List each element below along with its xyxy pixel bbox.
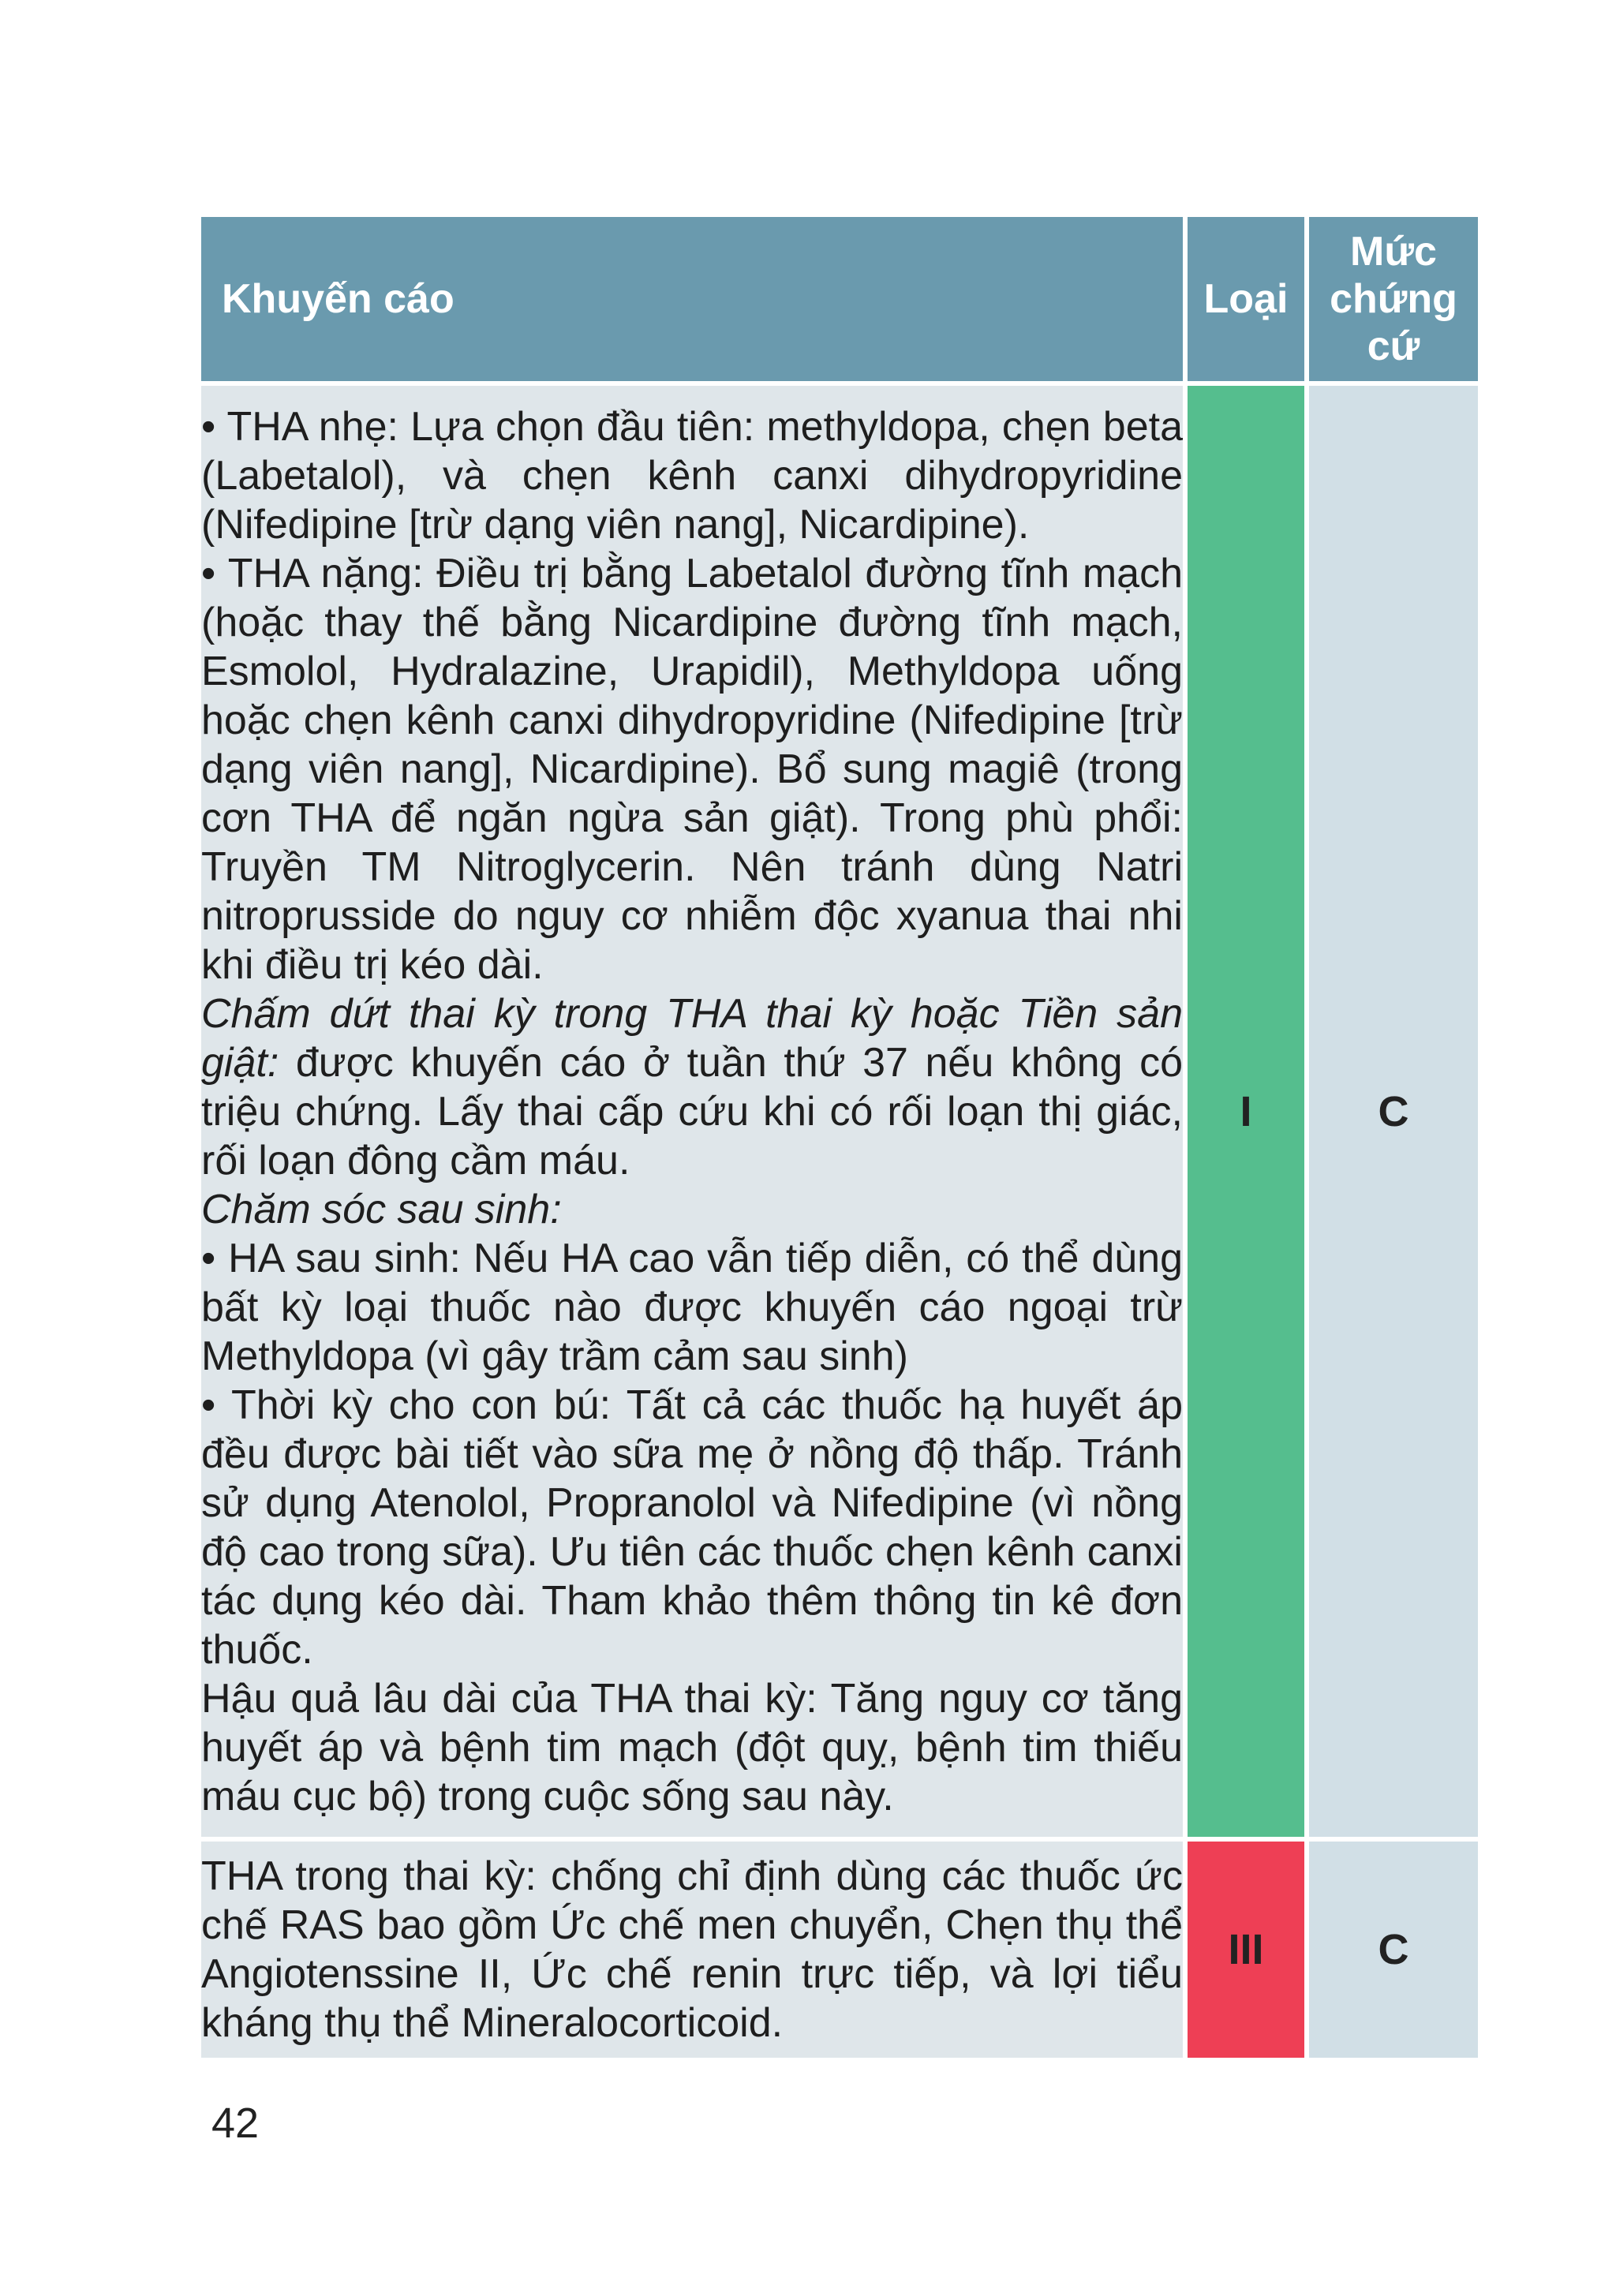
header-level: Mức chứng cứ: [1309, 217, 1478, 381]
contraindication-text: THA trong thai kỳ: chống chỉ định dùng các thuốc ức chế RAS bao gồm Ức chế men chuyển, Chẹn thụ thể Angiotenssine II, Ức chế renin trực tiếp, và lợi tiểu kháng thụ thể Mineralocorticoid.: [201, 1853, 1183, 2046]
postpartum-heading: Chăm sóc sau sinh:: [201, 1186, 562, 1232]
class-badge-III: III: [1188, 1842, 1304, 2058]
recommendation-cell: [201, 1842, 1183, 2058]
termination-text: được khuyến cáo ở tuần thứ 37 nếu không có triệu chứng. Lấy thai cấp cứu khi có rối loạn thị giác, rối loạn đông cầm máu.: [201, 1039, 1183, 1184]
header-recommendation: Khuyến cáo: [201, 217, 1183, 381]
long-term-consequence: Hậu quả lâu dài của THA thai kỳ: Tăng nguy cơ tăng huyết áp và bệnh tim mạch (đột quỵ, bệnh tim thiếu máu cục bộ) trong cuộc sống sau này.: [201, 1675, 1183, 1819]
recommendation-cell: [201, 386, 1183, 1837]
postpartum-bp-item: • HA sau sinh: Nếu HA cao vẫn tiếp diễn, có thể dùng bất kỳ loại thuốc nào được khuyến cáo ngoại trừ Methyldopa (vì gây trầm cảm sau sinh): [201, 1235, 1183, 1379]
breastfeeding-item: • Thời kỳ cho con bú: Tất cả các thuốc hạ huyết áp đều được bài tiết vào sữa mẹ ở nồng độ thấp. Tránh sử dụng Atenolol, Propranolol và Nifedipine (vì nồng độ cao trong sữa). Ưu tiên các thuốc chẹn kênh canxi tác dụng kéo dài. Tham khảo thêm thông tin kê đơn thuốc.: [201, 1382, 1183, 1673]
evidence-level-cell: C: [1309, 386, 1478, 1837]
termination-paragraph: [201, 989, 1183, 1185]
page-number: 42: [211, 2100, 260, 2147]
recommendation-table: [196, 212, 1483, 2062]
table-row: [201, 1842, 1478, 2058]
table-row: [201, 386, 1478, 1837]
severe-hypertension-item: • THA nặng: Điều trị bằng Labetalol đường tĩnh mạch (hoặc thay thế bằng Nicardipine đường tĩnh mạch, Esmolol, Hydralazine, Urapidil), Methyldopa uống hoặc chẹn kênh canxi dihydropyridine (Nifedipine [trừ dạng viên nang], Nicardipine). Bổ sung magiê (trong cơn THA để ngăn ngừa sản giật). Trong phù phổi: Truyền TM Nitroglycerin. Nên tránh dùng Natri nitroprusside do nguy cơ nhiễm độc xyanua thai nhi khi điều trị kéo dài.: [201, 550, 1183, 988]
header-type: Loại: [1188, 217, 1304, 381]
mild-hypertension-item: • THA nhẹ: Lựa chọn đầu tiên: methyldopa, chẹn beta (Labetalol), và chẹn kênh canxi dihydropyridine (Nifedipine [trừ dạng viên nang], Nicardipine).: [201, 403, 1183, 548]
class-badge-I: I: [1188, 386, 1304, 1837]
termination-heading: Chấm dứt thai kỳ trong THA thai kỳ hoặc Tiền sản giật:: [201, 990, 1183, 1086]
table-header-row: [201, 217, 1478, 381]
evidence-level-cell: C: [1309, 1842, 1478, 2058]
